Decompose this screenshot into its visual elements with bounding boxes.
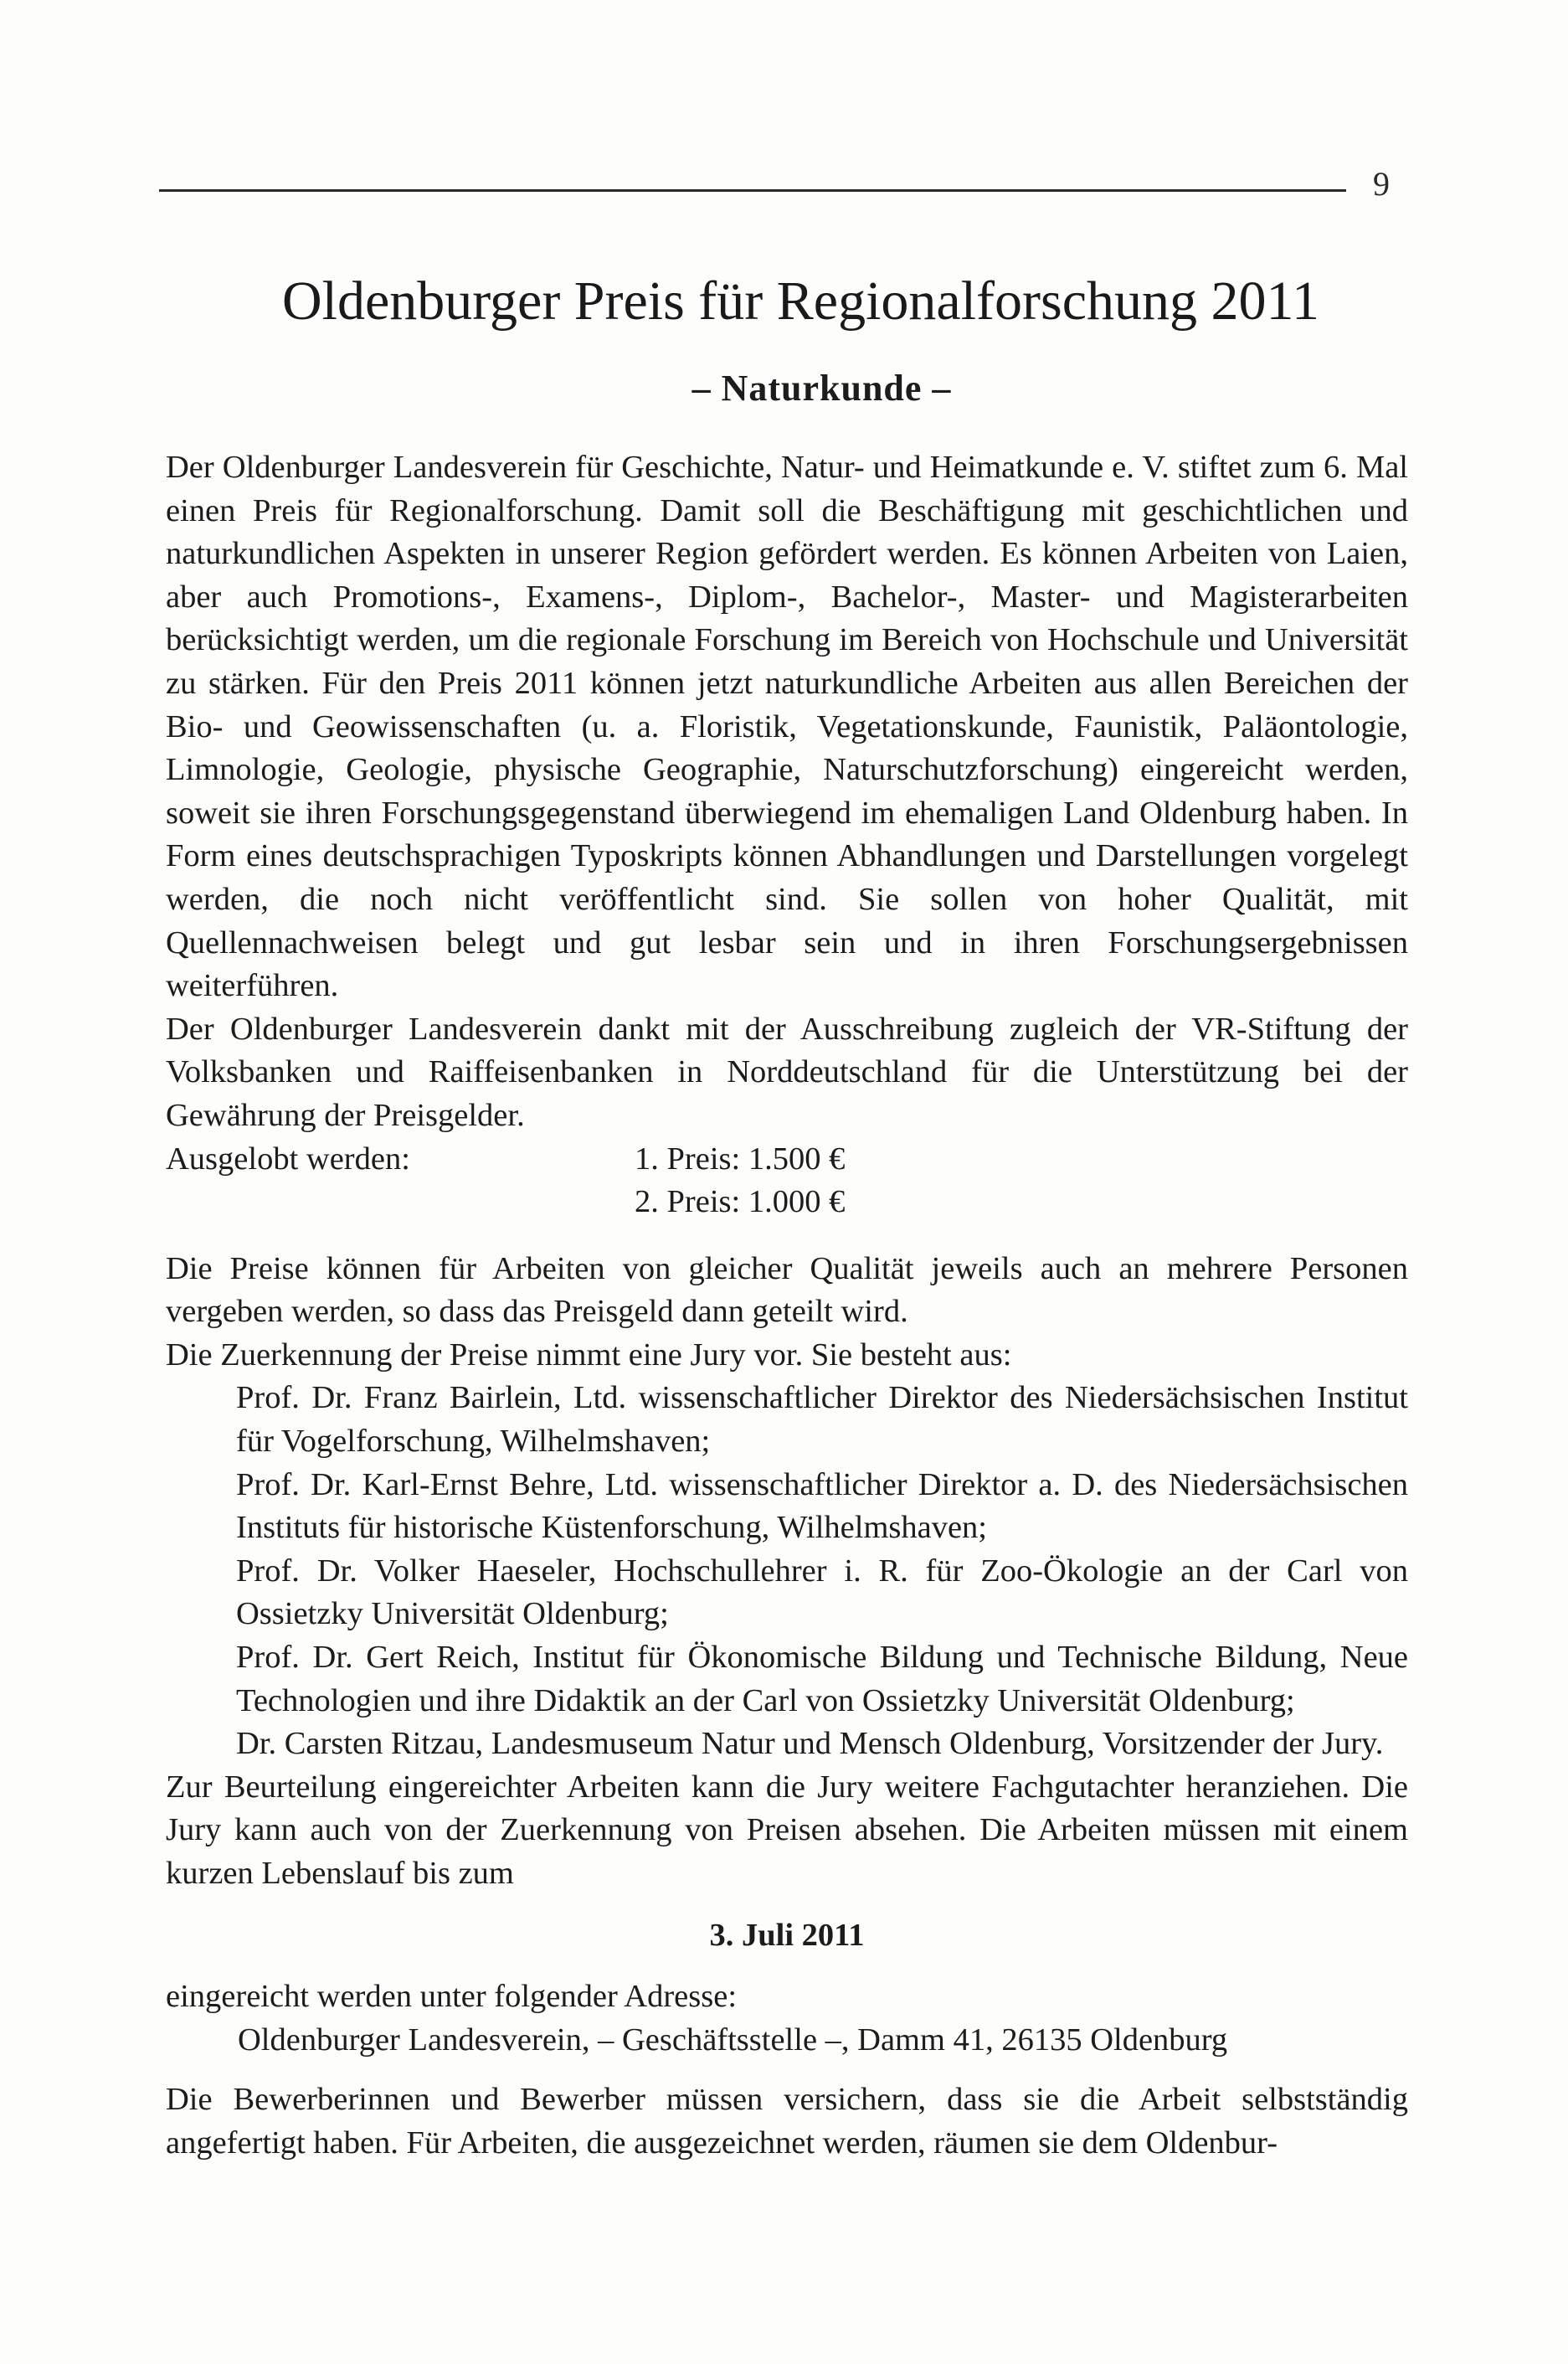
prize-label: Ausgelobt werden: bbox=[166, 1141, 410, 1177]
submit-intro: eingereicht werden unter folgender Adresse: bbox=[166, 1979, 738, 2015]
jury-member: Prof. Dr. Franz Bairlein, Ltd. wissenschaftlicher Direktor des Niedersächsischen Institut für Vogelforschung, Wilhelmshaven; bbox=[236, 1380, 1408, 1460]
closing-paragraph: Die Bewerberinnen und Bewerber müssen versichern, dass sie die Arbeit selbstständig angefertigt haben. Für Arbeiten, die ausgezeichnet werden, räumen sie dem Oldenbur- bbox=[166, 2082, 1408, 2161]
jury-list bbox=[166, 1377, 1408, 1765]
page-subtitle: – Naturkunde – bbox=[691, 368, 952, 409]
thanks-paragraph: Der Oldenburger Landesverein dankt mit der Ausschreibung zugleich der VR-Stiftung der Volksbanken und Raiffeisenbanken in Norddeutschland für die Unterstützung bei der Gewährung der Preisgelder. bbox=[166, 1011, 1408, 1133]
page-title: Oldenburger Preis für Regionalforschung 2011 bbox=[281, 270, 1320, 332]
document-body bbox=[166, 446, 1408, 2166]
page-number: 9 bbox=[1373, 165, 1390, 203]
header-rule bbox=[159, 189, 1346, 192]
prize-list bbox=[166, 1138, 1408, 1224]
review-paragraph: Zur Beurteilung eingereichter Arbeiten kann die Jury weitere Fachgutachter heranziehen. Die Jury kann auch von der Zuerkennung von Preisen absehen. Die Arbeiten müssen mit einem kurzen Lebenslauf bis zum bbox=[166, 1769, 1408, 1891]
submission-address: Oldenburger Landesverein, – Geschäftsstelle –, Damm 41, 26135 Oldenburg bbox=[238, 2022, 1228, 2058]
jury-member: Dr. Carsten Ritzau, Landesmuseum Natur und Mensch Oldenburg, Vorsitzender der Jury. bbox=[236, 1726, 1384, 1762]
jury-member: Prof. Dr. Volker Haeseler, Hochschullehrer i. R. für Zoo-Ökologie an der Carl von Ossietzky Universität Oldenburg; bbox=[236, 1553, 1408, 1632]
intro-paragraph: Der Oldenburger Landesverein für Geschichte, Natur- und Heimatkunde e. V. stiftet zum 6. Mal einen Preis für Regionalforschung. Damit soll die Beschäftigung mit geschichtlichen und naturkundlichen Aspekten in unserer Region gefördert werden. Es können Arbeiten von Laien, aber auch Promotions-, Examens-, Diplom-, Bachelor-, Master- und Magisterarbeiten berücksichtigt werden, um die regionale Forschung im Bereich von Hochschule und Universität zu stärken. Für den Preis 2011 können jetzt naturkundliche Arbeiten aus allen Bereichen der Bio- und Geowissenschaften (u. a. Floristik, Vegetationskunde, Faunistik, Paläontologie, Limnologie, Geologie, physische Geographie, Naturschutzforschung) eingereicht werden, soweit sie ihren Forschungsgegenstand überwiegend im ehemaligen Land Oldenburg haben. In Form eines deutschsprachigen Typoskripts können Abhandlungen und Darstellungen vorgelegt werden, die noch nicht veröffentlicht sind. Sie sollen von hoher Qualität, mit Quellennachweisen belegt und gut lesbar sein und in ihren Forschungsergebnissen weiterführen. bbox=[166, 450, 1408, 1004]
prize-second: 2. Preis: 1.000 € bbox=[635, 1184, 846, 1220]
jury-member: Prof. Dr. Karl-Ernst Behre, Ltd. wissenschaftlicher Direktor a. D. des Niedersächsischen Instituts für historische Küstenforschung, Wilhelmshaven; bbox=[236, 1466, 1408, 1546]
jury-intro: Die Zuerkennung der Preise nimmt eine Jury vor. Sie besteht aus: bbox=[166, 1337, 1012, 1373]
prize-first: 1. Preis: 1.500 € bbox=[635, 1141, 846, 1177]
deadline-date: 3. Juli 2011 bbox=[709, 1917, 865, 1953]
jury-member: Prof. Dr. Gert Reich, Institut für Ökonomische Bildung und Technische Bildung, Neue Technologien und ihre Didaktik an der Carl von Ossietzky Universität Oldenburg; bbox=[236, 1640, 1408, 1718]
sharing-paragraph: Die Preise können für Arbeiten von gleicher Qualität jeweils auch an mehrere Personen vergeben werden, so dass das Preisgeld dann geteilt wird. bbox=[166, 1250, 1408, 1330]
